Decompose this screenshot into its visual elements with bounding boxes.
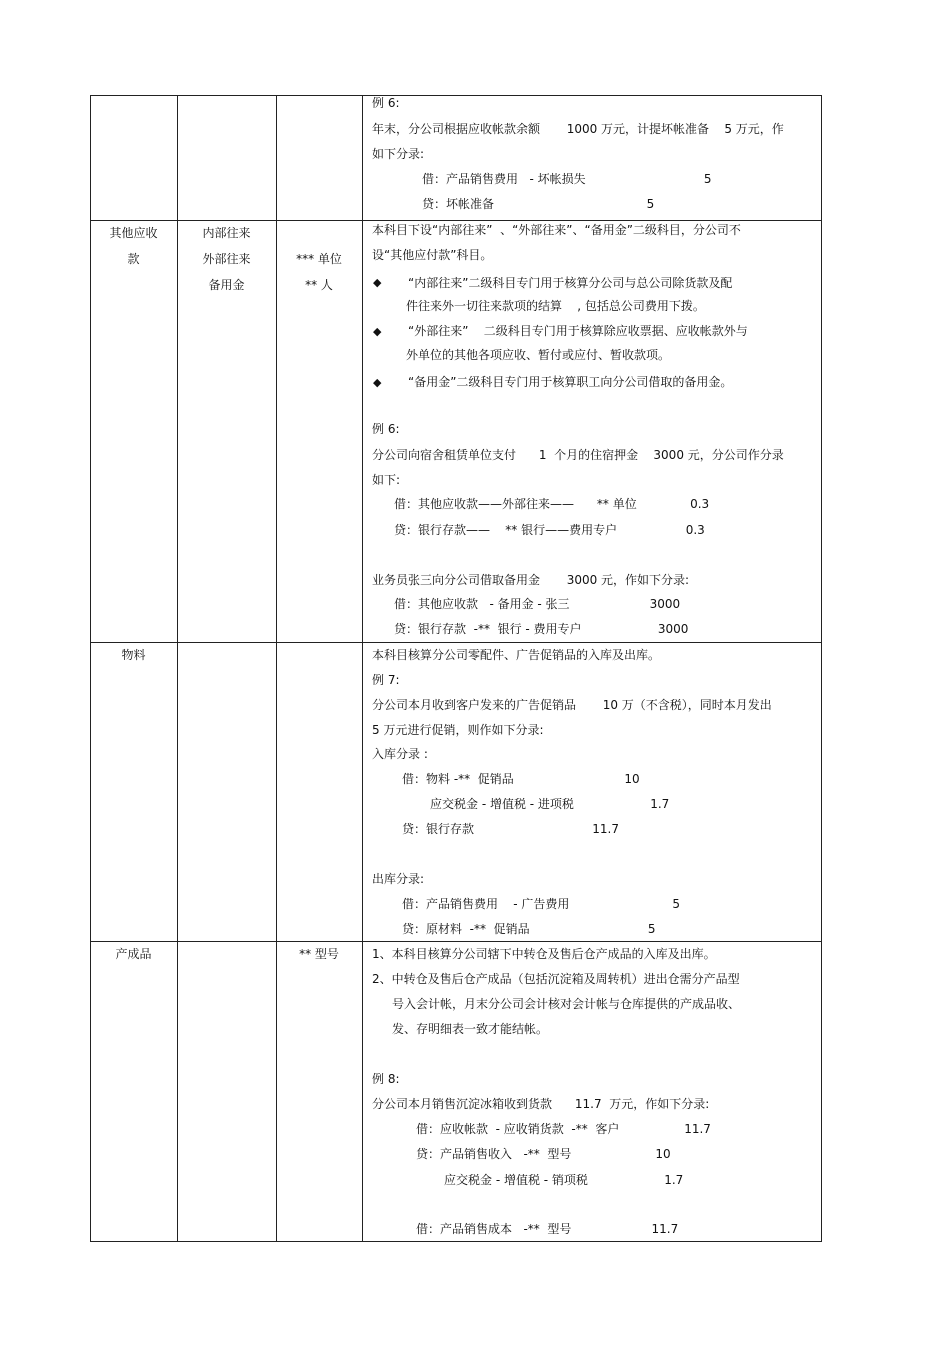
description-line: 本科目下设“内部往来” 、“外部往来”、“备用金”二级科目，分公司不	[372, 223, 741, 237]
table-rule	[90, 95, 822, 96]
description-line: 发、存明细表一致才能结帐。	[392, 1022, 549, 1036]
account-name: 物料	[121, 648, 146, 662]
journal-entry: 贷：银行存款—— ** 银行——费用专户 0.3	[394, 523, 705, 537]
sub-account-name: 备用金	[208, 278, 245, 292]
detail-account-cell	[276, 941, 362, 967]
description-line: 如下:	[372, 473, 401, 487]
description-line: 年末，分公司根据应收帐款余额 1000 万元，计提坏帐准备 5 万元，作	[372, 122, 784, 136]
description-line: 本科目核算分公司零配件、广告促销品的入库及出库。	[372, 648, 661, 662]
account-name: 产成品	[115, 947, 152, 961]
journal-entry: 应交税金 - 增值税 - 进项税 1.7	[430, 797, 670, 811]
journal-entry: 贷：银行存款 -** 银行 - 费用专户 3000	[394, 622, 689, 636]
detail-account-name: *** 单位	[296, 252, 342, 266]
journal-entry: 借：产品销售费用 - 坏帐损失 5	[422, 172, 712, 186]
account-name-cell	[90, 941, 177, 967]
journal-entry: 贷：银行存款 11.7	[402, 822, 619, 836]
diamond-bullet-icon: ◆	[373, 325, 382, 338]
description-line: 设“其他应付款”科目。	[372, 248, 493, 262]
example-label: 例 6:	[372, 422, 400, 436]
journal-entry: 借：产品销售费用 - 广告费用 5	[402, 897, 681, 911]
table-rule	[90, 1241, 822, 1242]
journal-entry: 借：其他应收款 - 备用金 - 张三 3000	[394, 597, 681, 611]
journal-entry: 借：物料 -** 促销品 10	[402, 772, 640, 786]
journal-entry: 借：应收帐款 - 应收销货款 -** 客户 11.7	[416, 1122, 711, 1136]
journal-entry: 借：其他应收款——外部往来—— ** 单位 0.3	[394, 497, 710, 511]
diamond-bullet-icon: ◆	[373, 376, 382, 389]
table-rule	[90, 941, 822, 942]
diamond-bullet-icon: ◆	[373, 276, 382, 289]
sub-account-name: 内部往来	[202, 226, 251, 240]
description-line: 如下分录:	[372, 147, 425, 161]
bullet-text: 件往来外一切往来款项的结算 , 包括总公司费用下拨。	[406, 299, 705, 313]
description-line: 分公司向宿舍租赁单位支付 1 个月的住宿押金 3000 元，分公司作分录	[372, 448, 784, 462]
bullet-text: “外部往来” 二级科目专门用于核算除应收票据、应收帐款外与	[408, 324, 748, 338]
journal-entry: 贷：坏帐准备 5	[422, 197, 655, 211]
account-name: 其他应收	[109, 226, 158, 240]
example-label: 例 7:	[372, 673, 400, 687]
description-line: 号入会计帐，月末分公司会计核对会计帐与仓库提供的产成品收、	[392, 997, 741, 1011]
table-rule	[821, 95, 822, 1242]
journal-entry: 贷：产品销售收入 -** 型号 10	[416, 1147, 671, 1161]
journal-entry: 贷：原材料 -** 促销品 5	[402, 922, 656, 936]
description-line: 入库分录 :	[372, 747, 428, 761]
detail-account-name: ** 人	[305, 278, 333, 292]
example-label: 例 6:	[372, 96, 400, 110]
sub-account-cell	[177, 220, 276, 298]
detail-account-cell	[276, 246, 362, 298]
description-line: 分公司本月收到客户发来的广告促销品 10 万（不含税），同时本月发出	[372, 698, 772, 712]
bullet-text: “备用金”二级科目专门用于核算职工向分公司借取的备用金。	[408, 375, 733, 389]
journal-entry: 借：产品销售成本 -** 型号 11.7	[416, 1222, 679, 1236]
account-name: 款	[127, 252, 140, 266]
table-rule	[362, 95, 363, 1242]
description-line: 1、本科目核算分公司辖下中转仓及售后仓产成品的入库及出库。	[372, 947, 716, 961]
description-line: 出库分录:	[372, 872, 425, 886]
description-line: 5 万元进行促销，则作如下分录:	[372, 723, 544, 737]
description-line: 业务员张三向分公司借取备用金 3000 元，作如下分录:	[372, 573, 690, 587]
bullet-text: “内部往来”二级科目专门用于核算分公司与总公司除货款及配	[408, 276, 733, 290]
description-line: 2、中转仓及售后仓产成品（包括沉淀箱及周转机）进出仓需分产品型	[372, 972, 740, 986]
example-label: 例 8:	[372, 1072, 400, 1086]
account-name-cell	[90, 642, 177, 668]
sub-account-name: 外部往来	[202, 252, 251, 266]
account-name-cell	[90, 220, 177, 272]
description-line: 分公司本月销售沉淀冰箱收到货款 11.7 万元，作如下分录:	[372, 1097, 710, 1111]
detail-account-name: ** 型号	[299, 947, 339, 961]
accounting-table	[90, 95, 822, 1242]
table-rule	[90, 642, 822, 643]
journal-entry: 应交税金 - 增值税 - 销项税 1.7	[444, 1173, 684, 1187]
bullet-text: 外单位的其他各项应收、暂付或应付、暂收款项。	[406, 348, 671, 362]
